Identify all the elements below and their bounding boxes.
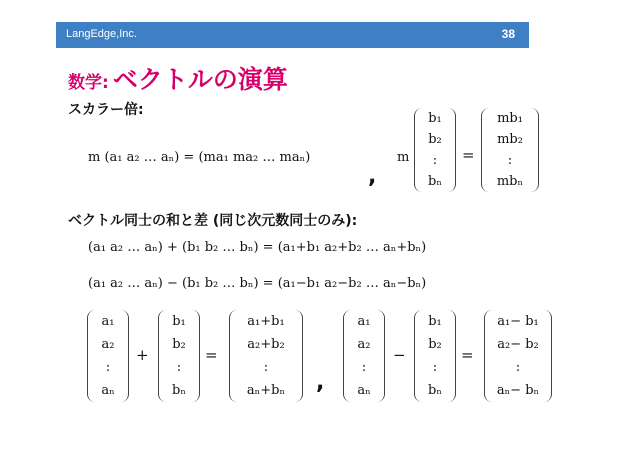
matrix-mb-entry: mb₁ xyxy=(497,111,523,126)
matrix-b-entry: b₂ xyxy=(172,337,186,352)
matrix-diff-entry: a₁− b₁ xyxy=(497,314,539,329)
matrix-b-entry: b₂ xyxy=(428,337,442,352)
scalar-m: m xyxy=(397,150,410,165)
matrix-diff-entry: a₂− b₂ xyxy=(497,337,539,352)
matrix-sum-entry: a₂+b₂ xyxy=(247,337,285,352)
minus-sign: − xyxy=(393,346,406,364)
sum-diff-heading: ベクトル同士の和と差 (同じ次元数同士のみ): xyxy=(68,213,358,229)
equals-sign: = xyxy=(205,346,218,364)
page-number: 38 xyxy=(501,27,515,41)
matrix-b-entry: : xyxy=(432,153,438,168)
matrix-a-entry: a₁ xyxy=(357,314,371,329)
matrix-a-diff xyxy=(343,310,385,402)
matrix-sum-entry: a₁+b₁ xyxy=(247,314,285,329)
equals-sign: = xyxy=(461,346,474,364)
matrix-b-entry: bₙ xyxy=(428,383,442,398)
matrix-b-entry: : xyxy=(432,360,438,375)
header-bar xyxy=(56,22,529,48)
matrix-a-entry: : xyxy=(361,360,367,375)
company-name: LangEdge,Inc. xyxy=(66,28,137,40)
title-main: ベクトルの演算 xyxy=(112,65,288,94)
equals-sign: = xyxy=(462,146,475,164)
page-title xyxy=(68,60,288,96)
matrix-diff-entry: aₙ− bₙ xyxy=(496,383,540,398)
matrix-sum-entry: : xyxy=(263,360,269,375)
matrix-a-sum xyxy=(87,310,129,402)
matrix-a-entry: a₁ xyxy=(101,314,115,329)
plus-sign: + xyxy=(136,346,149,364)
matrix-sum-entry: aₙ+bₙ xyxy=(246,383,286,398)
matrix-b-entry: bₙ xyxy=(172,383,186,398)
matrix-b-entry: b₁ xyxy=(428,314,442,329)
matrix-mb-entry: mbₙ xyxy=(496,174,524,189)
comma-separator: , xyxy=(368,164,377,189)
matrix-b-diff xyxy=(414,310,456,402)
matrix-diff-result xyxy=(484,310,552,402)
matrix-a-entry: aₙ xyxy=(357,383,371,398)
comma-separator: , xyxy=(316,370,325,395)
matrix-a-entry: : xyxy=(105,360,111,375)
title-prefix: 数学: xyxy=(68,73,109,93)
scalar-equation: m (a₁ a₂ … aₙ) = (ma₁ ma₂ … maₙ) xyxy=(88,150,311,165)
matrix-mb xyxy=(481,108,539,192)
matrix-b xyxy=(414,108,456,192)
matrix-b-entry: b₂ xyxy=(428,132,442,147)
matrix-b-entry: : xyxy=(176,360,182,375)
matrix-b-entry: b₁ xyxy=(428,111,442,126)
matrix-b-entry: bₙ xyxy=(428,174,442,189)
matrix-mb-entry: mb₂ xyxy=(497,132,523,147)
matrix-a-entry: a₂ xyxy=(101,337,115,352)
matrix-mb-entry: : xyxy=(507,153,513,168)
scalar-heading: スカラー倍: xyxy=(68,102,144,118)
matrix-sum-result xyxy=(229,310,303,402)
matrix-a-entry: a₂ xyxy=(357,337,371,352)
difference-equation: (a₁ a₂ … aₙ) − (b₁ b₂ … bₙ) = (a₁−b₁ a₂−b₂ … aₙ−bₙ) xyxy=(88,276,427,291)
matrix-b-sum xyxy=(158,310,200,402)
matrix-diff-entry: : xyxy=(515,360,521,375)
matrix-b-entry: b₁ xyxy=(172,314,186,329)
sum-equation: (a₁ a₂ … aₙ) + (b₁ b₂ … bₙ) = (a₁+b₁ a₂+b₂ … aₙ+bₙ) xyxy=(88,240,427,255)
matrix-a-entry: aₙ xyxy=(101,383,115,398)
